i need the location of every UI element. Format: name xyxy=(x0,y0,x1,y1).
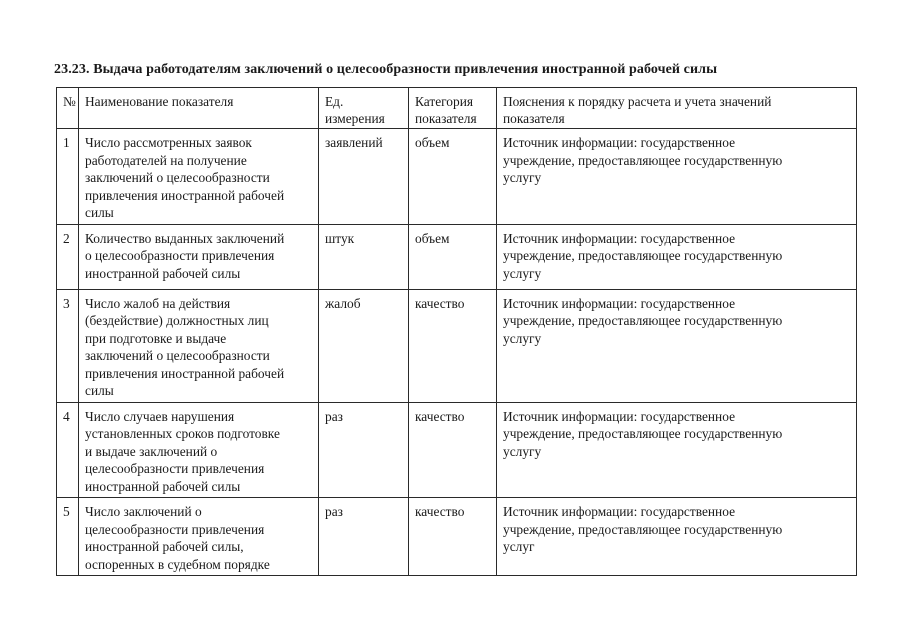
cell-unit: раз xyxy=(319,402,409,498)
cell-note: Источник информации: государственное учреждение, предоставляющее государственную услугу xyxy=(497,289,857,402)
cell-num: 1 xyxy=(57,129,79,225)
cell-category: объем xyxy=(409,129,497,225)
cell-category: качество xyxy=(409,402,497,498)
cell-category: объем xyxy=(409,224,497,289)
cell-name: Число рассмотренных заявок работодателей на получение заключений о целесообразности привлечения иностранной рабочей силы xyxy=(79,129,319,225)
cell-note: Источник информации: государственное учреждение, предоставляющее государственную услуг xyxy=(497,498,857,576)
table-header-row xyxy=(57,88,857,129)
cell-name: Число жалоб на действия (бездействие) должностных лиц при подготовке и выдаче заключений о целесообразности привлечения иностранной рабочей силы xyxy=(79,289,319,402)
cell-unit: раз xyxy=(319,498,409,576)
cell-category: качество xyxy=(409,289,497,402)
table-row xyxy=(57,498,857,576)
cell-unit: штук xyxy=(319,224,409,289)
indicators-table xyxy=(56,87,857,576)
header-name: Наименование показателя xyxy=(79,88,319,129)
header-category: Категория показателя xyxy=(409,88,497,129)
cell-unit: заявлений xyxy=(319,129,409,225)
cell-num: 3 xyxy=(57,289,79,402)
cell-num: 2 xyxy=(57,224,79,289)
cell-name: Число заключений о целесообразности привлечения иностранной рабочей силы, оспоренных в судебном порядке xyxy=(79,498,319,576)
cell-name: Число случаев нарушения установленных сроков подготовке и выдаче заключений о целесообразности привлечения иностранной рабочей силы xyxy=(79,402,319,498)
table-row xyxy=(57,129,857,225)
cell-category: качество xyxy=(409,498,497,576)
cell-num: 5 xyxy=(57,498,79,576)
table-row xyxy=(57,402,857,498)
header-num: № xyxy=(57,88,79,129)
table-row xyxy=(57,224,857,289)
cell-note: Источник информации: государственное учреждение, предоставляющее государственную услугу xyxy=(497,129,857,225)
cell-unit: жалоб xyxy=(319,289,409,402)
header-unit: Ед. измерения xyxy=(319,88,409,129)
cell-note: Источник информации: государственное учреждение, предоставляющее государственную услугу xyxy=(497,402,857,498)
header-note: Пояснения к порядку расчета и учета значений показателя xyxy=(497,88,857,129)
section-title: 23.23. Выдача работодателям заключений о целесообразности привлечения иностранной рабочей силы xyxy=(54,62,718,77)
cell-note: Источник информации: государственное учреждение, предоставляющее государственную услугу xyxy=(497,224,857,289)
cell-name: Количество выданных заключений о целесообразности привлечения иностранной рабочей силы xyxy=(79,224,319,289)
table-row xyxy=(57,289,857,402)
cell-num: 4 xyxy=(57,402,79,498)
